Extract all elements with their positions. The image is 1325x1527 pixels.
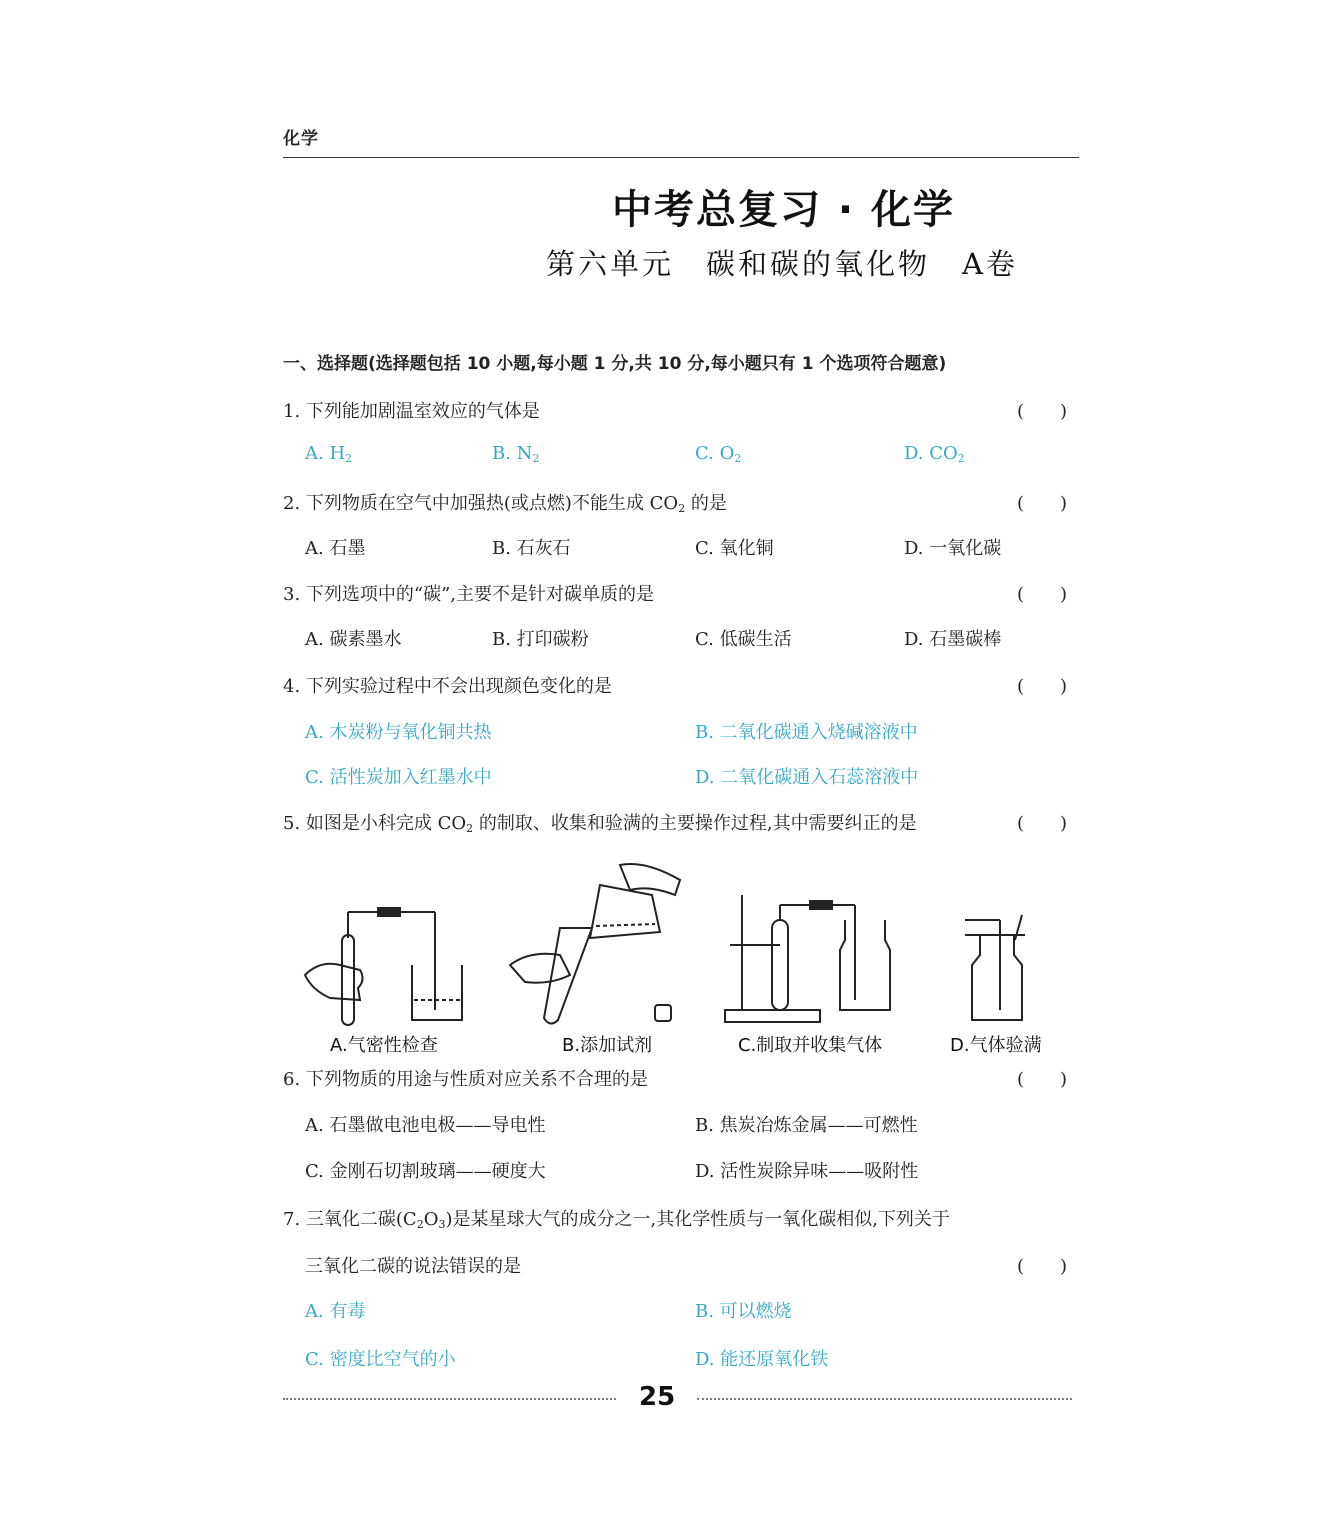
stopper-icon [655, 1005, 671, 1021]
answer-paren-7: ( ) [1017, 1256, 1068, 1277]
question-7-stem: 7. 三氧化二碳$(C_2O_3)$是某星球大气的成分之一,其化学性质与一氧化碳相似,下列关于 [283, 1209, 950, 1231]
question-6-stem: 6. 下列物质的用途与性质对应关系不合理的是 [283, 1069, 648, 1090]
burning-stick-icon [1015, 915, 1022, 940]
q6-option-d: D. 活性炭除异味——吸附性 [695, 1161, 919, 1182]
question-3-stem: 3. 下列选项中的“碳”,主要不是针对碳单质的是 [283, 584, 655, 605]
question-4-stem: 4. 下列实验过程中不会出现颜色变化的是 [283, 676, 612, 697]
pouring-bottle-icon [590, 885, 660, 938]
hand-icon-b [510, 954, 570, 983]
answer-paren-2: ( ) [1017, 493, 1068, 514]
page-title: 中考总复习 · 化学 [612, 187, 956, 233]
figure-caption-d: D.气体验满 [950, 1035, 1042, 1056]
question-7-stem-line2: 三氧化二碳的说法错误的是 [305, 1256, 521, 1277]
q2-option-d: D. 一氧化碳 [904, 538, 1002, 559]
page-number: 25 [639, 1382, 676, 1412]
beaker-icon [412, 965, 462, 1020]
figure-a-apparatus [305, 908, 462, 1025]
question-2-stem: 2. 下列物质在空气中加强热(或点燃)不能生成 $CO_2$ 的是 [283, 493, 727, 515]
q2-option-b: B. 石灰石 [492, 538, 571, 559]
answer-paren-1: ( ) [1017, 401, 1068, 422]
figure-d-apparatus [965, 915, 1025, 1020]
q4-option-d: D. 二氧化碳通入石蕊溶液中 [695, 767, 919, 788]
q4-option-c: C. 活性炭加入红墨水中 [305, 767, 492, 788]
q5-experiment-figure [300, 860, 1070, 1030]
gas-bottle-d-icon [972, 935, 1022, 1020]
q2-option-c: C. 氧化铜 [695, 538, 774, 559]
subject-header: 化学 [283, 129, 319, 149]
section-heading: 一、选择题(选择题包括 10 小题,每小题 1 分,共 10 分,每小题只有 1 个选项符合题意) [283, 354, 947, 374]
footer-dotted-line-left [283, 1398, 616, 1400]
q1-option-c: C. $O_2$ [695, 443, 742, 465]
q3-option-a: A. 碳素墨水 [305, 629, 402, 650]
header-rule [283, 157, 1079, 158]
test-tube-c-icon [772, 920, 788, 1010]
figure-caption-b: B.添加试剂 [562, 1035, 653, 1056]
q7-option-a: A. 有毒 [305, 1301, 366, 1322]
q6-option-b: B. 焦炭冶炼金属——可燃性 [695, 1115, 918, 1136]
q7-option-b: B. 可以燃烧 [695, 1301, 792, 1322]
q7-option-d: D. 能还原氧化铁 [695, 1349, 829, 1370]
figure-caption-c: C.制取并收集气体 [738, 1035, 883, 1056]
q4-option-a: A. 木炭粉与氧化铜共热 [305, 722, 492, 743]
q1-option-b: B. $N_2$ [492, 443, 540, 465]
test-tube-icon [342, 935, 354, 1025]
answer-paren-6: ( ) [1017, 1069, 1068, 1090]
q1-option-d: D. $CO_2$ [904, 443, 965, 465]
figure-c-apparatus [725, 895, 890, 1022]
question-1-stem: 1. 下列能加剧温室效应的气体是 [283, 401, 540, 422]
q3-option-b: B. 打印碳粉 [492, 629, 589, 650]
q3-option-c: C. 低碳生活 [695, 629, 792, 650]
page-subtitle: 第六单元 碳和碳的氧化物 A卷 [546, 247, 1018, 281]
q3-option-d: D. 石墨碳棒 [904, 629, 1002, 650]
answer-paren-3: ( ) [1017, 584, 1068, 605]
figure-b-apparatus [510, 864, 680, 1024]
gas-bottle-icon [840, 920, 890, 1010]
answer-paren-4: ( ) [1017, 676, 1068, 697]
footer-dotted-line-right [697, 1398, 1072, 1400]
answer-paren-5: ( ) [1017, 813, 1068, 834]
figure-caption-a: A.气密性检查 [330, 1035, 438, 1056]
q6-option-c: C. 金刚石切割玻璃——硬度大 [305, 1161, 546, 1182]
q2-option-a: A. 石墨 [305, 538, 366, 559]
q1-option-a: A. $H_2$ [305, 443, 353, 465]
q4-option-b: B. 二氧化碳通入烧碱溶液中 [695, 722, 918, 743]
q7-option-c: C. 密度比空气的小 [305, 1349, 456, 1370]
q6-option-a: A. 石墨做电池电极——导电性 [305, 1115, 546, 1136]
question-5-stem: 5. 如图是小科完成 $CO_2$ 的制取、收集和验满的主要操作过程,其中需要纠正的是 [283, 813, 917, 835]
